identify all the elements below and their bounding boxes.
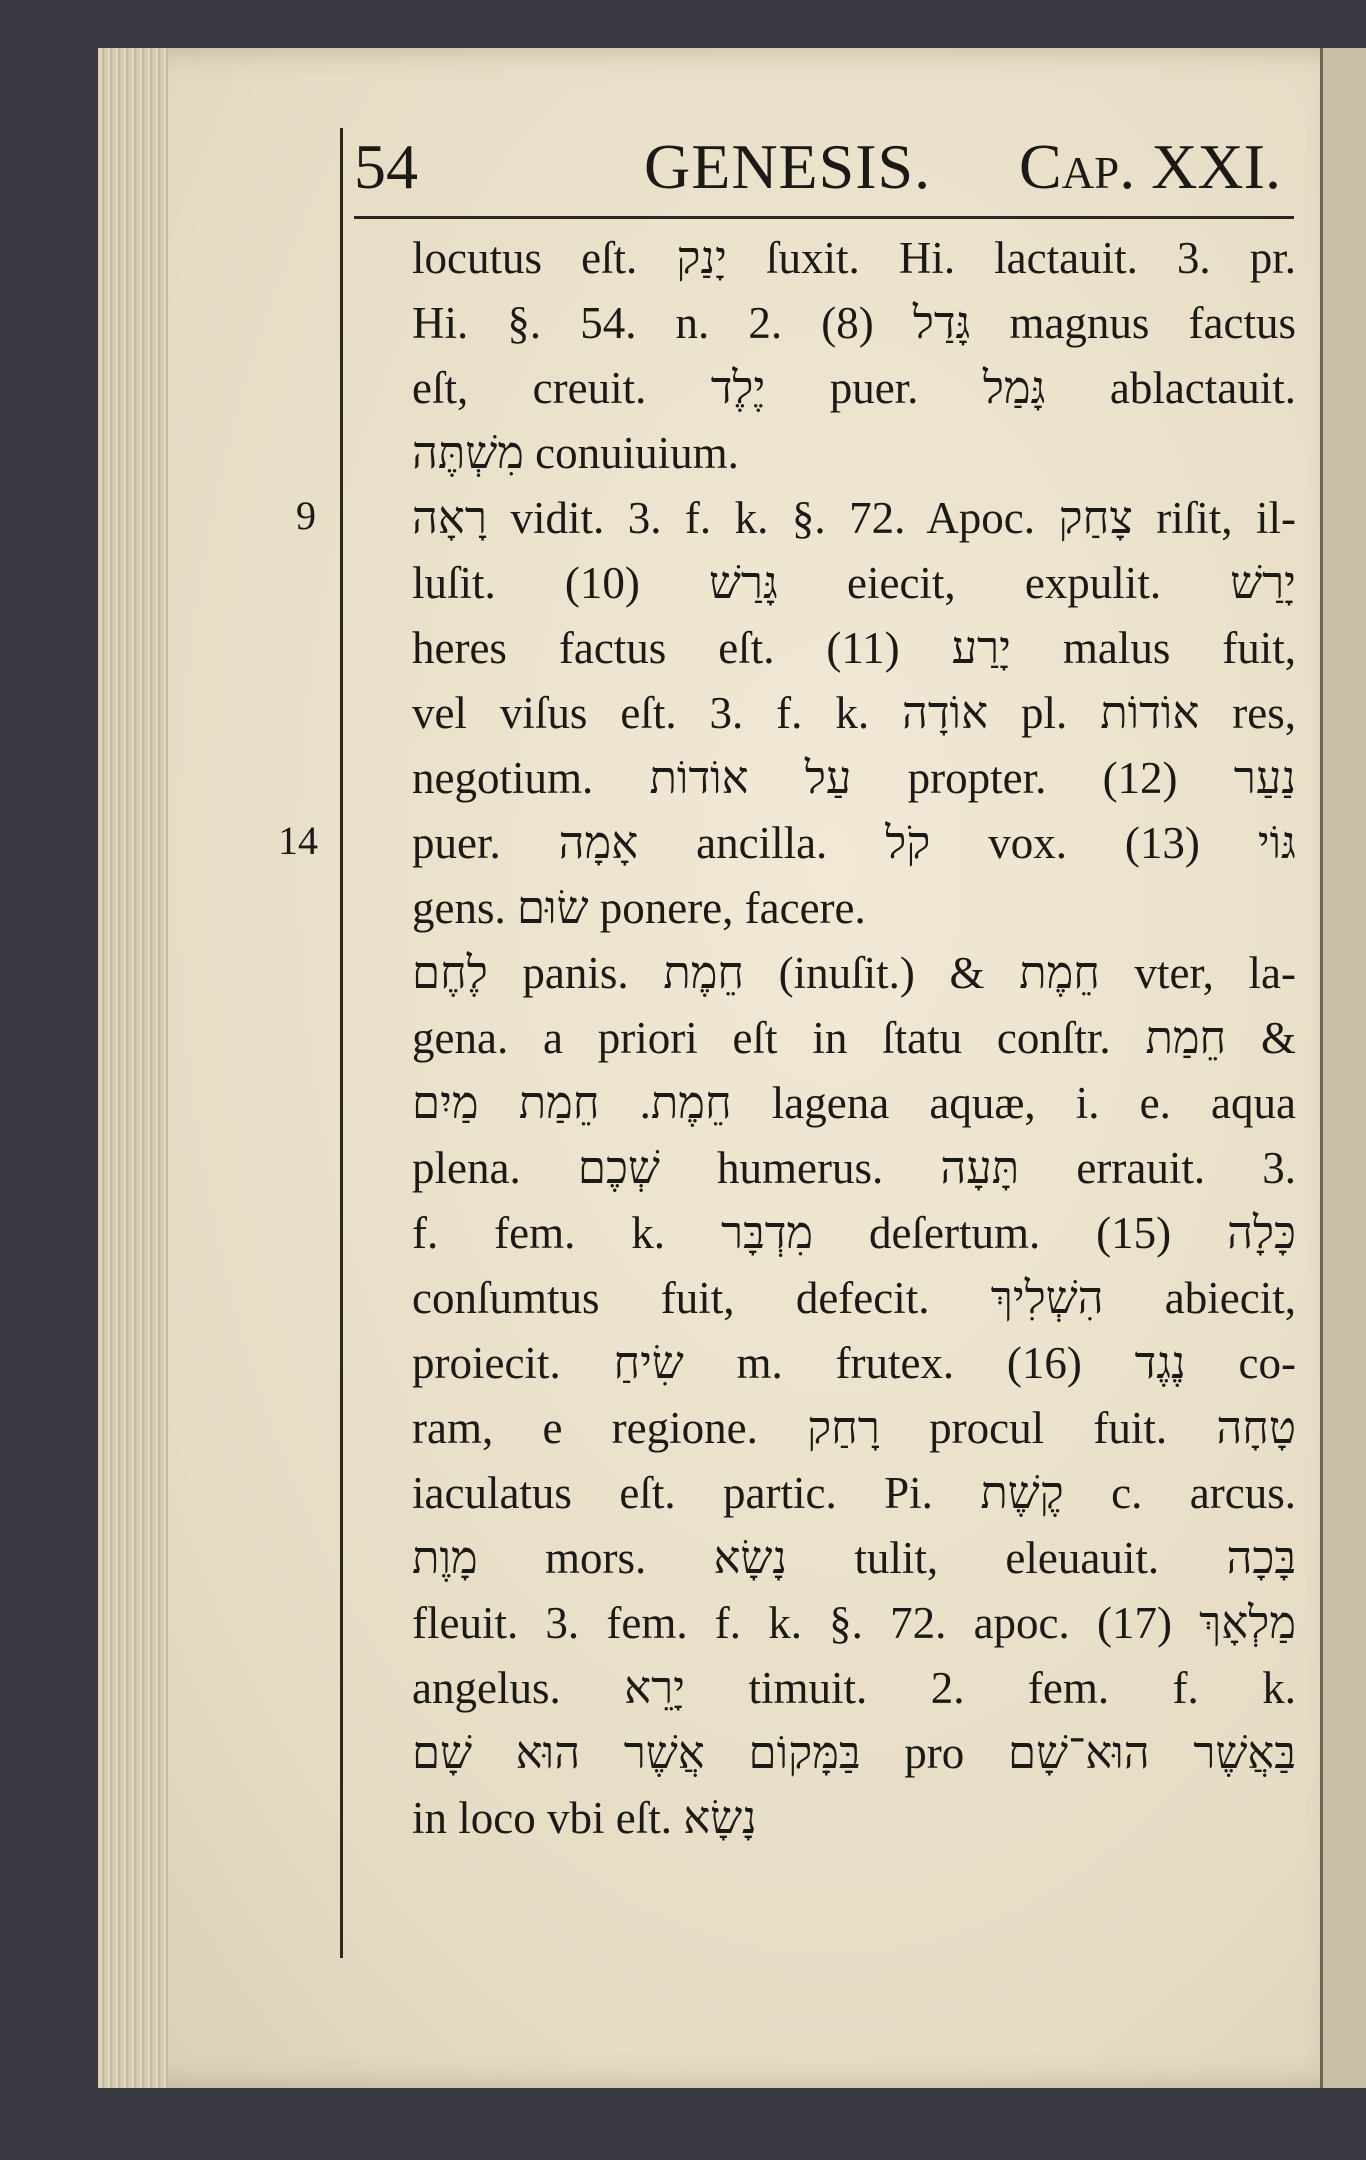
- text-line: f. fem. k. מִדְבָּר deſertum. (15) כָּלָה: [412, 1208, 1296, 1258]
- running-title: GENESIS.: [644, 131, 932, 202]
- header-rule: [354, 216, 1294, 219]
- text-line: eſt, creuit. יֶלֶד puer. גָּמַל ablactauit.: [412, 363, 1296, 413]
- text-line: רָאָה vidit. 3. f. k. §. 72. Apoc. צָחַק riſit, il-: [412, 493, 1296, 543]
- verse-number: 9: [296, 493, 316, 538]
- text-line: מִשְׁתֶּה conuiuium.: [412, 428, 739, 478]
- page-edges: [98, 48, 168, 2088]
- text-line: locutus eſt. יָנַק ſuxit. Hi. lactauit. 3. pr.: [412, 233, 1296, 283]
- text-line: plena. שְׁכֶם humerus. תָּעָה errauit. 3.: [412, 1143, 1296, 1193]
- text-line: proiecit. שִׂיחַ m. frutex. (16) נֶגֶד co-: [412, 1338, 1296, 1388]
- margin-rule: [340, 128, 343, 1958]
- text-line: Hi. §. 54. n. 2. (8) גָּדַל magnus factus: [412, 298, 1296, 348]
- text-body: [412, 226, 1296, 1851]
- text-line: luſit. (10) גָּרַשׁ eiecit, expulit. יָרַשׁ: [412, 558, 1296, 608]
- text-line: לֶחֶם panis. חֵמֶת (inuſit.) & חֵמֶת vter, la-: [412, 948, 1296, 998]
- text-line: angelus. יָרֵא timuit. 2. fem. f. k.: [412, 1663, 1296, 1713]
- page-header: [354, 130, 1294, 214]
- text-line: puer. אָמָה ancilla. קֹל vox. (13) גּוֹי: [412, 818, 1296, 868]
- text-line: heres factus eſt. (11) יָרַע malus fuit,: [412, 623, 1296, 673]
- text-line: negotium. עַל אוֹדוֹת propter. (12) נַעַר: [412, 753, 1296, 803]
- text-line: חֵמֶת. חֵמַת מַיִם lagena aquæ, i. e. aqua: [412, 1078, 1296, 1128]
- text-line: בַּמָּקוֹם אֲשֶׁר הוּא שָׁם pro בַּאֲשֶׁר הוּא־שָׁם: [412, 1728, 1296, 1778]
- text-line: fleuit. 3. fem. f. k. §. 72. apoc. (17) מַלְאָךְ: [412, 1598, 1296, 1648]
- text-line: gens. שׂוּם ponere, facere.: [412, 883, 866, 933]
- text-line: gena. a priori eſt in ſtatu conſtr. חֵמַת &: [412, 1013, 1296, 1063]
- text-line: iaculatus eſt. partic. Pi. קֶשֶׁת c. arcus.: [412, 1468, 1296, 1518]
- text-line: ram, e regione. רָחַק procul fuit. טָחָה: [412, 1403, 1296, 1453]
- page-number: 54: [354, 131, 418, 202]
- chapter-heading: Cap. XXI.: [1019, 131, 1281, 202]
- text-line: מָוֶת mors. נָשָׂא tulit, eleuauit. בָּכָה: [412, 1533, 1296, 1583]
- text-line: in loco vbi eſt. נָשָׂא: [412, 1793, 757, 1843]
- verse-number: 14: [278, 818, 318, 863]
- text-line: conſumtus fuit, defecit. הִשְׁלִיךְ abiecit,: [412, 1273, 1296, 1323]
- text-line: vel viſus eſt. 3. f. k. אוֹדָה pl. אוֹדוֹת res,: [412, 688, 1296, 738]
- facing-page-edge: [1320, 48, 1366, 2088]
